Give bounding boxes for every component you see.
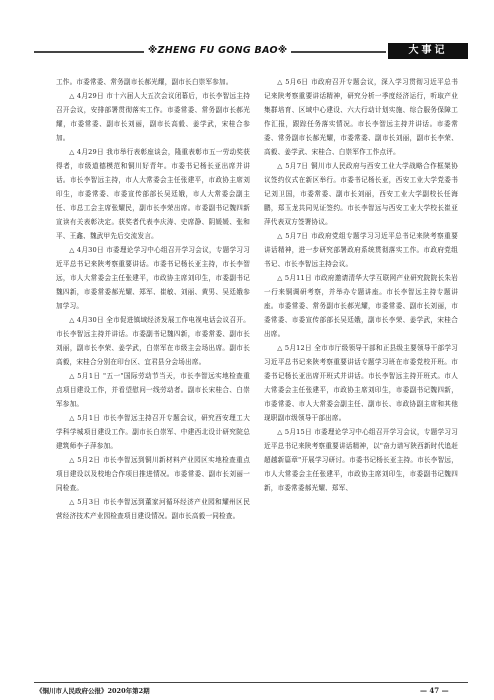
publication-name: 《铜川市人民政府公报》2020年第2期: [36, 687, 150, 695]
paragraph: △ 4月29日 市十六届人大五次会议闭幕后，市长李智远主持召开会议，安排部署贯彻落实工作。市委常委、常务副市长郝光耀，市委常委、副市长刘丽，副市长高毅、姜学武，宋桂合参加。: [56, 92, 250, 142]
paragraph: △ 5月6日 市政府召开专题会议，深入学习贯彻习近平总书记来陕考察重要讲话精神，研究分析一季度经济运行，听取产业集群培育、区域中心建设、六大行动计划实施、综合服务保障工作汇报，跟踪任务落实情况。市长李智远主持并讲话。市委常委、常务副市长郝光耀，市委常委、副市长刘丽，副市长李荣、高毅、姜学武、宋桂合、白崇军作工作点评。: [264, 78, 458, 156]
page-header: [34, 43, 468, 59]
paragraph: △ 5月11日 市政府邀请清华大学互联网产业研究院院长朱岩一行来铜调研考察，并举办专题讲座。市长李智远主持专题讲座。市委常委、常务副市长郝光耀，市委常委、副市长刘丽，市委常委、市委宣传部部长吴廷娥，副市长李荣、姜学武，宋桂合出席。: [264, 274, 458, 338]
left-column: [56, 75, 250, 523]
paragraph: △ 5月15日 市委理论学习中心组召开学习会议，专题学习习近平总书记来陕考察重要讲话精神，以"奋力谱写陕西新时代追赶超越新篇章"开展学习研讨。市委书记杨长亚主持。市长李智远，市人大常委会主任张建平，市政协主席刘印生，市委副书记魏四新，市委常委郝光耀、郑军、: [264, 428, 458, 492]
paragraph: △ 4月30日 市委理论学习中心组召开学习会议，专题学习习近平总书记来陕考察重要讲话。市委书记杨长亚主持，市长李智远，市人大常委会主任张建平，市政协主席刘印生，市委副书记魏四新，市委常委郝光耀、郑军、崔敏、刘丽、黄男、吴廷娥参加学习。: [56, 246, 250, 310]
footer-rule: [34, 682, 468, 683]
paragraph: △ 5月2日 市长李智远到铜川新材料产业园区实地检查重点项目建设以及校地合作项目推进情况。市委常委、副市长刘丽一同检查。: [56, 456, 250, 492]
paragraph: △ 5月1日 "五一"国际劳动节当天，市长李智远实地检查重点项目建设工作，并看望慰问一线劳动者。副市长宋桂合、白崇军参加。: [56, 372, 250, 408]
paragraph: 工作。市委常委、常务副市长郝光耀，副市长白崇军参加。: [56, 78, 233, 86]
page-number: — 47 —: [420, 686, 449, 695]
paragraph: △ 5月7日 市政府党组专题学习习近平总书记来陕考察重要讲话精神，进一步研究部署政府系统贯彻落实工作。市政府党组书记、市长李智远主持会议。: [264, 232, 458, 268]
paragraph: △ 5月12日 全市市厅级领导干部和正县级主要领导干部学习习近平总书记来陕考察重要讲话专题学习班在市委党校开班。市委书记杨长亚出席开班式并讲话。市长李智远主持开班式。市人大常委会主任张建平，市政协主席刘印生，市委副书记魏四新，市委常委、市人大常委会副主任、副市长、市政协副主席和其他现职副市级领导干部出席。: [264, 344, 458, 422]
paragraph: △ 5月7日 铜川市人民政府与西安工业大学战略合作框架协议签约仪式在新区举行。市委书记杨长亚，西安工业大学党委书记刘卫国，市委常委、副市长刘丽，西安工业大学副校长任海鹏，郑玉龙共同见证签约。市长李智远与西安工业大学校长崔亚萍代表双方签署协议。: [264, 162, 458, 226]
masthead-title: ※ZHENG FU GONG BAO※: [144, 43, 291, 59]
paragraph: △ 5月3日 市长李智远到董家河循环经济产业园和耀州区民营经济技术产业园检查项目建设情况。副市长高毅一同检查。: [56, 498, 250, 520]
paragraph: △ 5月1日 市长李智远主持召开专题会议，研究西安理工大学科学城项目建设工作。副市长白崇军、中建西北设计研究院总建筑师李子萍参加。: [56, 414, 250, 450]
paragraph: △ 4月29日 我市举行表彰座谈会，隆重表彰市五一劳动奖获得者，市级道德模范和铜川好青年。市委书记杨长亚出席并讲话。市长李智远主持，市人大常委会主任张建平，市政协主席刘印生，市委常委、市委宣传部部长吴廷娥，市人大常委会副主任、市总工会主席张耀民，副市长李荣出席。市委副书记魏四新宣读有关表彰决定。获奖者代表李庆涛、史席静、阴媛媛、张和平、王鑫、魏武甲先后交流发言。: [56, 148, 250, 240]
paragraph: △ 4月30日 全市促进镇域经济发展工作电视电话会议召开。市长李智远主持并讲话。市委副书记魏四新，市委常委、副市长刘丽，副市长李荣、姜学武，白崇军在市级主会场出席。副市长高毅，宋桂合分别在印台区、宜君县分会场出席。: [56, 316, 250, 366]
section-label: 大事记: [388, 43, 468, 59]
right-column: [264, 75, 458, 495]
